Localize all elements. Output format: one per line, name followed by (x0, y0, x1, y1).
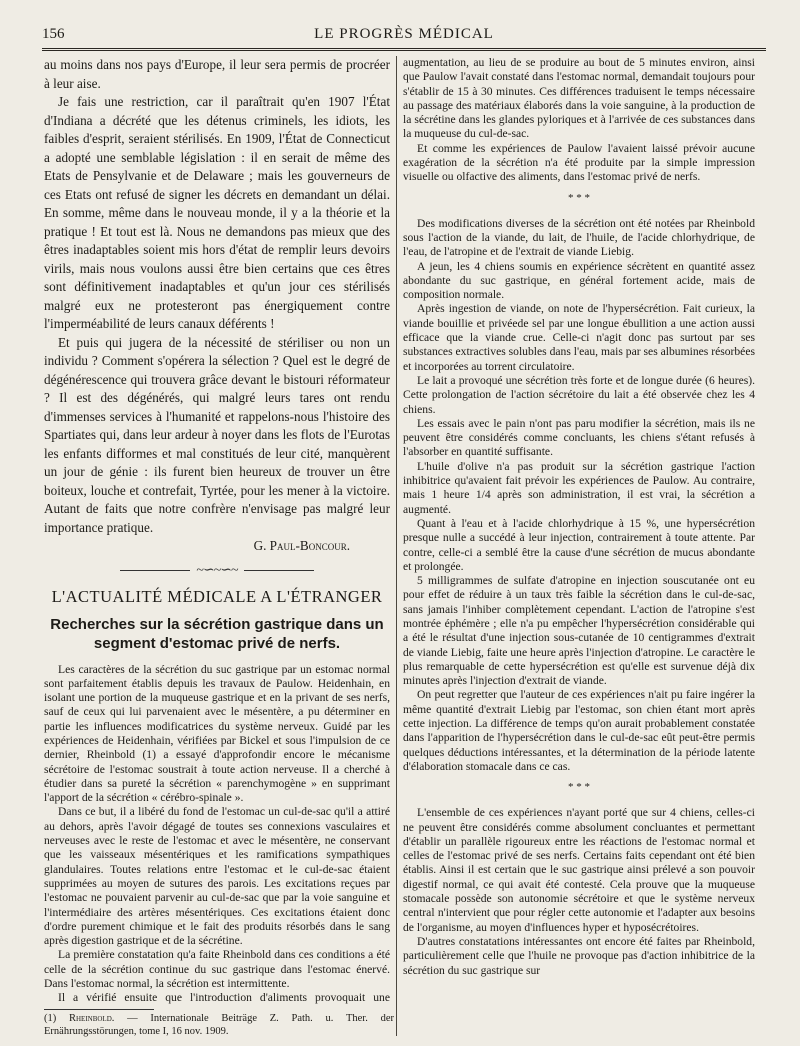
article-paragraph: Les caractères de la sécrétion du suc gastrique par un estomac normal sont parfaitement établis depuis les travaux de Paulow. Heidenhain, en isolant une portion de la muqueuse gastrique et en la privant de ses nerfs, sauf de ceux qui lui parvenaient avec le mésentère, a pu déterminer en partie les influences modificatrices du système nerveux. Guidé par les expériences de Heidenhain, vérifiées par Bickel et sous l'impulsion de ce dernier, Rheinbold (1) a essayé d'approfondir encore le mécanisme sécrétoire de l'estomac soustrait à toute action nerveuse. Il a cherché à étudier dans sa pureté la sécrétion « parenchymogène » en supprimant l'apport de la sécrétion « cérébro-spinale ». (44, 662, 390, 805)
article-title: Recherches sur la sécrétion gastrique dans un segment d'estomac privé de nerfs. (50, 615, 384, 652)
article-paragraph: Et comme les expériences de Paulow l'avaient laissé prévoir aucune exagération de la sécrétion n'a été produite par la simple impression visuelle ou olfactive des aliments, dans l'estomac privé de nerfs. (403, 141, 755, 184)
article-paragraph: A jeun, les 4 chiens soumis en expérience sécrètent en quantité assez abondante du suc gastrique, en général fortement acide, mais de composition normale. (403, 259, 755, 302)
footnote-rule (44, 1009, 154, 1010)
asterism-divider: * * * (568, 781, 590, 794)
article-paragraph: L'ensemble de ces expériences n'ayant porté que sur 4 chiens, celles-ci ne peuvent être considérés comme absolument concluantes et permettant d'établir un parallèle rigoureux entre les réactions de l'estomac normal et celles de l'estomac privé de ses nerfs. Certains faits cependant ont été bien établis. Ainsi il est certain que le suc gastrique ainsi prélevé a son pouvoir digestif normal, ce qui avait été contesté. Cela prouve que la muqueuse stomacale possède son autonomie sécrétoire et que le système nerveux central n'intervient que pour régler cette autonomie et l'adapter aux besoins de l'organisme, au moyen d'influences hyper et hyposécrétoires. (403, 806, 755, 934)
left-column (44, 56, 390, 1004)
essay-paragraph: Je fais une restriction, car il paraîtrait qu'en 1907 l'État d'Indiana a décrété que les détenus criminels, les idiots, les faibles d'esprit, seraient stérilisés. En 1909, l'État de Connecticut a adopté une semblable législation : il en serait de même des Etats de Pensylvanie et de Delaware ; mais les gouverneurs de ces Etats ont refusé de signer les décrets en demandant un délai. En somme, même dans le nouveau monde, il y a la théorie et la pratique ! Et tout est là. Nous ne demandons pas mieux que des êtres inadaptables soient mis hors d'état de remplir leurs devoirs virils, mais nous voulons aussi être bien certains que ces êtres sont définitivement inadaptables et qu'un jour ces stérilisés malgré eux ne protesteront pas énergiquement contre l'imperméabilité de leurs canaux déférents ! (44, 94, 390, 331)
essay-paragraph: Et puis qui jugera de la nécessité de stériliser ou non un individu ? Comment s'opérera la sélection ? Quel est le degré de dégénérescence qui trouvera grâce devant le bistouri réformateur ? Il est des dégénérés, qui malgré leurs tares ont rendu d'immenses services à l'humanité et rappelons-nous l'histoire des Spartiates qui, dans leur ardeur à noyer dans les flots de l'Eurotas les enfants difformes et mal constitués de leur cité, manquèrent un jour de génie : ils furent bien heureux de trouver un être boiteux, louche et contrefait, Tyrtée, pour les mener à la victoire. Autant de faits que notre confrère n'envisage pas malgré leur importance pratique. (44, 334, 390, 535)
article-paragraph: L'huile d'olive n'a pas produit sur la sécrétion gastrique l'action inhibitrice qu'avaient fait prévoir les expériences de Paulow. Au contraire, mais 1 heure 1/4 après son administration, il est vrai, la sécrétion a augmenté. (403, 459, 755, 516)
article-paragraph: La première constatation qu'a faite Rheinbold dans ces conditions a été celle de la sécrétion continue du suc gastrique dans l'estomac énervé. Dans l'estomac normal, la sécrétion est intermittente. (44, 948, 390, 991)
article-body-left (44, 663, 390, 1005)
section-title: L'ACTUALITÉ MÉDICALE A L'ÉTRANGER (51, 586, 383, 606)
article-paragraph: Les essais avec le pain n'ont pas paru modifier la sécrétion, mais ils ne peuvent être considérés comme concluants, les chiens s'étant refusés à l'absorber en quantité suffisante. (403, 416, 755, 459)
article-paragraph: Il a vérifié ensuite que l'introduction d'aliments provoquait une (58, 991, 390, 1004)
footnote (44, 1013, 394, 1038)
asterism-divider: * * * (568, 191, 590, 204)
footnote-author: (1) Rheinbold. (44, 1013, 115, 1024)
footnote-text: — Internationale Beiträge Z. Path. u. Ther. der Ernährungsstörungen, tome I, 16 nov. 1909. (44, 1013, 394, 1037)
article-paragraph: On peut regretter que l'auteur de ces expériences n'ait pu faire ingérer la même quantité d'extrait Liebig par l'estomac, son chien étant mort après cette injection. La différence de temps qu'on aurait probablement constatée dans l'apparition de l'hypersécrétion dans le cul-de-sac eût peut-être permis quelques déductions intéressantes, et la détermination de la période latente d'élaboration stomacale dans ce cas. (403, 688, 755, 773)
article-paragraph: D'autres constatations intéressantes ont encore été faites par Rheinbold, particulièrement celle que l'huile ne provoque pas d'action inhibitrice de la sécrétion du suc gastrique sur (403, 934, 755, 977)
article-paragraph: Le lait a provoqué une sécrétion très forte et de longue durée (6 heures). Cette prolongation de l'action sécrétoire du lait a été observée chez les 4 chiens. (403, 373, 755, 416)
article-paragraph: augmentation, au lieu de se produire au bout de 5 minutes environ, ainsi que Paulow l'avait constaté dans l'estomac normal, demandait toujours pour s'établir de 15 à 30 minutes. Ces différences traduisent le temps nécessaire au passage des matériaux élaborés dans la voie sanguine, à la production de la sécrétine dans les glandes pyloriques et à l'arrivée de ces substances dans la muqueuse du cul-de-sac. (403, 56, 755, 141)
signature-text: G. Paul-Boncour. (253, 538, 350, 553)
signature (44, 537, 390, 556)
article-paragraph: Quant à l'eau et à l'acide chlorhydrique à 15 %, une hypersécrétion presque nulle a succédé à leur injection, contrairement à toute attente. Par contre, celle-ci a semblé être la cause d'une sécrétion de mucus abondante et prolongée. (403, 516, 755, 573)
article-body-right (403, 56, 755, 978)
article-paragraph: Après ingestion de viande, on note de l'hypersécrétion. Fait curieux, la viande bouillie et privéede sel par une longue ébullition a une action aussi efficace que la viande crue. Celle-ci n'agit donc pas surtout par ses substances extractives solubles dans l'eau, mais par ses albumines résorbées et incorporées au torrent circulatoire. (403, 302, 755, 373)
essay-paragraph: au moins dans nos pays d'Europe, il leur sera permis de procréer à leur aise. (44, 57, 390, 91)
journal-title: LE PROGRÈS MÉDICAL (314, 26, 494, 42)
page-header (42, 24, 766, 51)
article-paragraph: 5 milligrammes de sulfate d'atropine en injection souscutanée ont eu pour effet de réduire à un taux très faible la sécrétion dans le cul-de-sac, sans jamais l'inhiber complètement cependant. L'action de l'atropine s'est montrée éphémère ; elle n'a pu empêcher l'hypersécrétion considérable qui a été le résultat d'une injection sous-cutanée de 10 centigrammes d'extrait de viande Liebig, faite une heure après l'injection d'atropine. Le caractère le plus remarquable de cette hypersécrétion est qu'elle est survenue déjà dix minutes après l'injection d'extrait de viande. (403, 574, 755, 688)
column-divider (396, 56, 397, 1036)
page-number: 156 (42, 26, 65, 42)
article-paragraph: Des modifications diverses de la sécrétion ont été notées par Rheinbold sous l'action de la viande, du lait, de l'huile, de l'acide chlorhydrique, de l'eau, de l'atropine et de l'extrait de viande Liebig. (403, 216, 755, 259)
essay-end (44, 56, 390, 556)
article-paragraph: Dans ce but, il a libéré du fond de l'estomac un cul-de-sac qu'il a attiré au dehors, après l'avoir dégagé de toutes ses connexions vasculaires et nerveuses avec le reste de l'estomac et avec le mésentère, ne conservant que les vaisseaux mésentériques et les ramifications sympathiques glandulaires. Toutes relations entre l'estomac et le cul-de-sac étaient supprimées au moyen de sutures des parois. Les excitations reçues par l'estomac ne pouvaient parvenir au cul-de-sac que par la voie sanguine et l'intermédiaire des artères mésentériques. Ces excitations étaient donc d'ordre purement chimique et le fait des produits résorbés dans le sang après digestion gastrique et de la sécrétine. (44, 805, 390, 948)
ornament-divider: ~∽~∽~ (44, 562, 390, 579)
right-column (403, 56, 755, 1038)
